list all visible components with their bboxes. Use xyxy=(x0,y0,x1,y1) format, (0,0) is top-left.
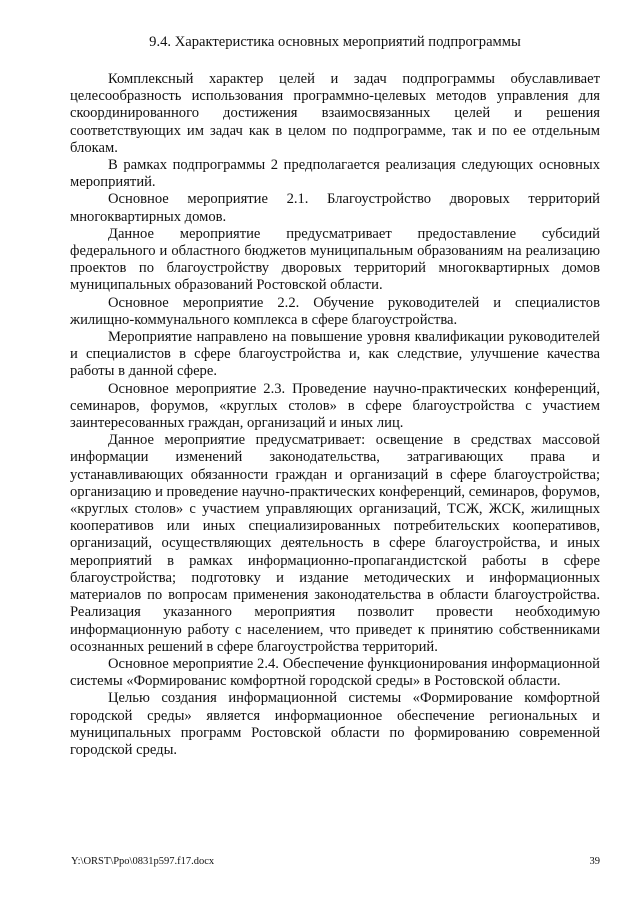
paragraph-activity-2-4-title: Основное мероприятие 2.4. Обеспечение функционирования информационной системы «Формированис комфортной городской среды» в Ростовской области. xyxy=(70,655,600,690)
paragraph-activity-2-3-title: Основное мероприятие 2.3. Проведение научно-практических конференций, семинаров, форумов, «круглых столов» в сфере благоустройства с участием заинтересованных граждан, организаций и иных лиц. xyxy=(70,380,600,432)
footer-page-number: 39 xyxy=(589,856,600,867)
paragraph-activity-2-2-description: Мероприятие направлено на повышение уровня квалификации руководителей и специалистов в сфере благоустройства и, как следствие, улучшение качества работы в данной сфере. xyxy=(70,329,600,380)
paragraph-activity-2-1-description: Данное мероприятие предусматривает предоставление субсидий федерального и областного бюджетов муниципальным образованиям на реализацию проектов по благоустройству дворовых территорий многоквартирных домов муниципальных образований Ростовской области. xyxy=(70,225,600,294)
paragraph-activity-2-2-title: Основное мероприятие 2.2. Обучение руководителей и специалистов жилищно-коммунального комплекса в сфере благоустройства. xyxy=(70,294,600,328)
paragraph-activity-2-3-description: Данное мероприятие предусматривает: освещение в средствах массовой информации изменений законодательства, затрагивающих права и устанавливающих обязанности граждан и организаций в сфере благоустройства; организацию и проведение научно-практических конференций, семинаров, форумов, «круглых столов» с участием управляющих организаций, ТСЖ, ЖСК, жилищных кооперативов или иных специализированных потребительских кооперативов, организаций, осуществляющих деятельность в сфере благоустройства, и иных мероприятий в рамках информационно-пропагандистской работы в сфере благоустройства; подготовку и издание методических и информационных материалов по вопросам применения законодательства в области благоустройства. Реализация указанного мероприятия позволит провести необходимую информационную работу с населением, что приведет к принятию собственниками осознанных решений в сфере благоустройства территорий. xyxy=(70,432,600,655)
paragraph-activity-2-1-title: Основное мероприятие 2.1. Благоустройство дворовых территорий многоквартирных домов. xyxy=(70,191,600,225)
paragraph-intro: Комплексный характер целей и задач подпрограммы обуславливает целесообразность использования программно-целевых методов управления для скоординированного достижения взаимосвязанных целей и решения соответствующих им задач как в целом по подпрограмме, так и по ее отдельным блокам. xyxy=(70,71,600,156)
paragraph-activities-lead: В рамках подпрограммы 2 предполагается реализация следующих основных мероприятий. xyxy=(70,157,600,191)
document-body xyxy=(70,71,600,759)
paragraph-activity-2-4-description: Целью создания информационной системы «Формирование комфортной городской среды» является информационное обеспечение региональных и муниципальных программ Ростовской области по формированию современной городской среды. xyxy=(70,690,600,758)
footer-file-path: Y:\ORST\Ppo\0831p597.f17.docx xyxy=(71,856,215,867)
section-heading: 9.4. Характеристика основных мероприятий подпрограммы xyxy=(149,34,521,50)
